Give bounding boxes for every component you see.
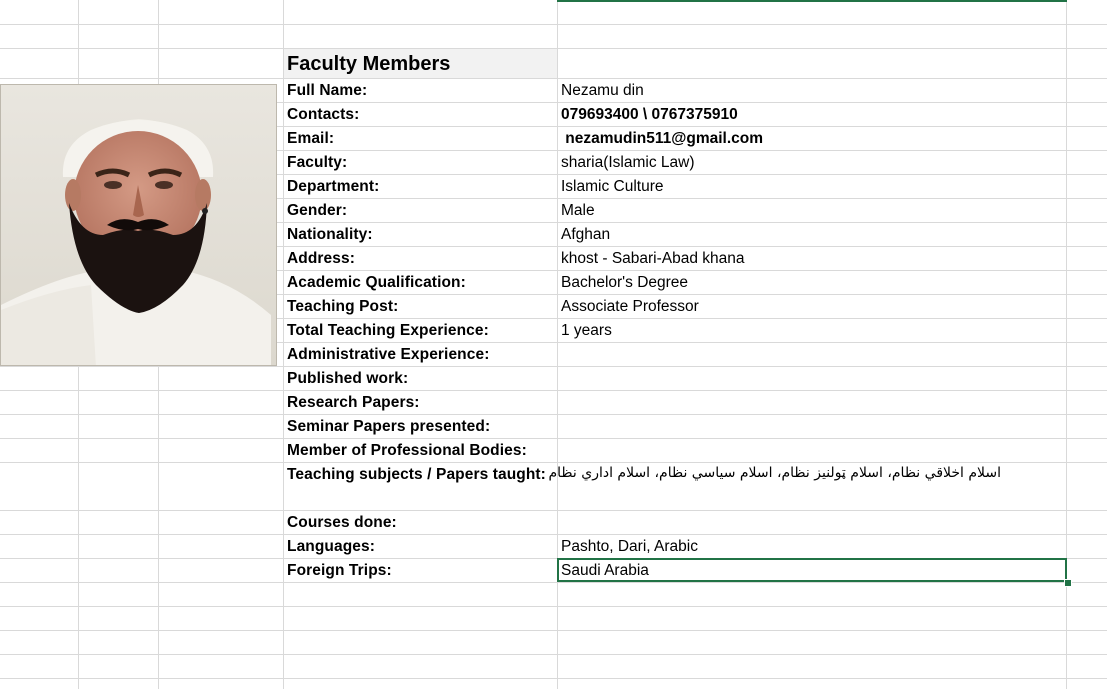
gridline	[0, 390, 1107, 391]
gridline	[0, 414, 1107, 415]
portrait-image	[1, 85, 277, 366]
value-total-teaching-experience[interactable]: 1 years	[561, 322, 612, 339]
gridline	[0, 78, 1107, 79]
gridline	[0, 654, 1107, 655]
label-published-work[interactable]: Published work:	[287, 370, 409, 387]
gridline	[557, 0, 558, 689]
gridline	[283, 0, 284, 689]
value-nationality[interactable]: Afghan	[561, 226, 611, 243]
gridline	[0, 534, 1107, 535]
label-email[interactable]: Email:	[287, 130, 335, 147]
gridline	[0, 630, 1107, 631]
label-teaching-post[interactable]: Teaching Post:	[287, 298, 399, 315]
value-gender[interactable]: Male	[561, 202, 595, 219]
label-seminar-papers[interactable]: Seminar Papers presented:	[287, 418, 491, 435]
value-address[interactable]: khost - Sabari-Abad khana	[561, 250, 745, 267]
label-professional-bodies[interactable]: Member of Professional Bodies:	[287, 442, 527, 459]
gridline	[0, 366, 1107, 367]
label-total-teaching-experience[interactable]: Total Teaching Experience:	[287, 322, 489, 339]
active-cell-selection[interactable]	[557, 558, 1067, 582]
value-academic-qualification[interactable]: Bachelor's Degree	[561, 274, 689, 291]
column-top-selection	[557, 0, 1067, 2]
value-faculty[interactable]: sharia(Islamic Law)	[561, 154, 695, 171]
fill-handle[interactable]	[1064, 579, 1072, 587]
label-academic-qualification[interactable]: Academic Qualification:	[287, 274, 466, 291]
label-contacts[interactable]: Contacts:	[287, 106, 360, 123]
gridline	[0, 438, 1107, 439]
value-email[interactable]: nezamudin511@gmail.com	[561, 130, 764, 147]
value-contacts[interactable]: 079693400 \ 0767375910	[561, 106, 738, 123]
value-full-name[interactable]: Nezamu din	[561, 82, 644, 99]
label-full-name[interactable]: Full Name:	[287, 82, 368, 99]
label-department[interactable]: Department:	[287, 178, 380, 195]
label-address[interactable]: Address:	[287, 250, 355, 267]
gridline	[0, 24, 1107, 25]
label-languages[interactable]: Languages:	[287, 538, 375, 555]
sheet-title[interactable]: Faculty Members	[287, 53, 451, 75]
value-department[interactable]: Islamic Culture	[561, 178, 664, 195]
label-nationality[interactable]: Nationality:	[287, 226, 373, 243]
gridline	[0, 582, 1107, 583]
value-foreign-trips[interactable]: Saudi Arabia	[561, 562, 649, 579]
gridline	[0, 606, 1107, 607]
label-faculty[interactable]: Faculty:	[287, 154, 348, 171]
faculty-photo[interactable]	[0, 84, 277, 366]
label-gender[interactable]: Gender:	[287, 202, 348, 219]
gridline	[0, 678, 1107, 679]
label-foreign-trips[interactable]: Foreign Trips:	[287, 562, 392, 579]
label-courses-done[interactable]: Courses done:	[287, 514, 397, 531]
value-languages[interactable]: Pashto, Dari, Arabic	[561, 538, 698, 555]
gridline	[0, 510, 1107, 511]
value-teaching-post[interactable]: Associate Professor	[561, 298, 699, 315]
value-teaching-subjects[interactable]: اسلام اخلاقي نظام، اسلام ټولنيز نظام، اسلام سياسي نظام، اسلام اداري نظام	[548, 465, 1001, 481]
label-administrative-experience[interactable]: Administrative Experience:	[287, 346, 490, 363]
label-teaching-subjects[interactable]: Teaching subjects / Papers taught:	[287, 466, 546, 483]
label-research-papers[interactable]: Research Papers:	[287, 394, 420, 411]
